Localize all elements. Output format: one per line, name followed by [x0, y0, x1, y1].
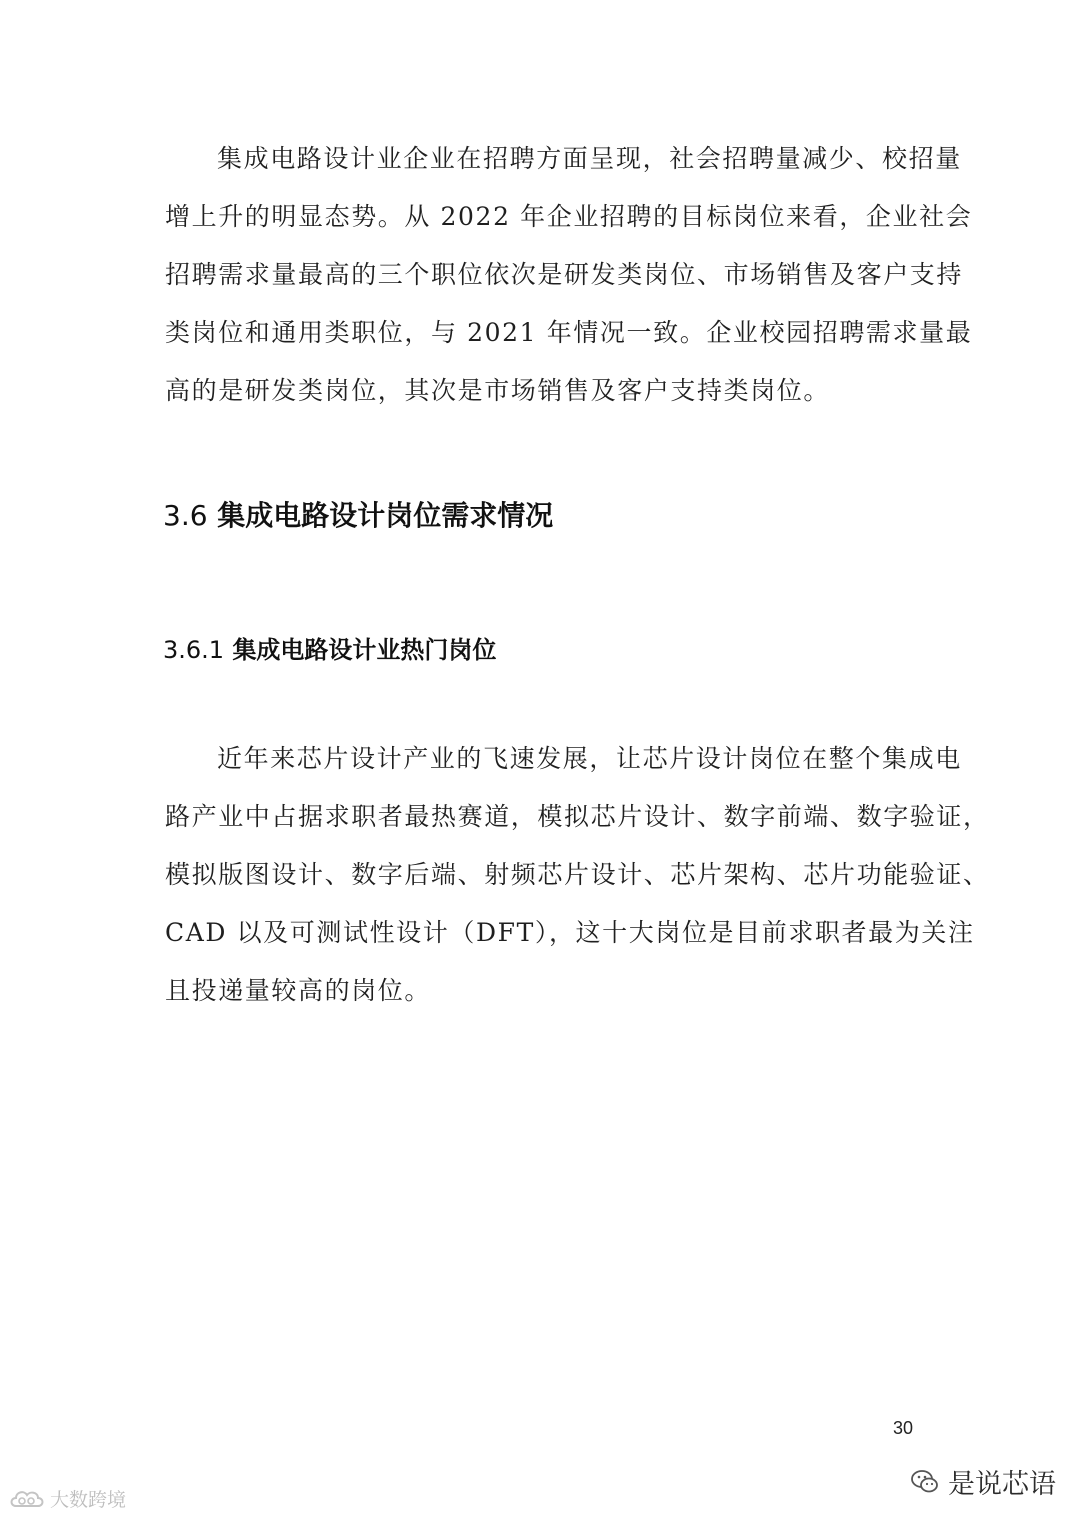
- paragraph-line: 招聘需求量最高的三个职位依次是研发类岗位、市场销售及客户支持: [165, 260, 964, 289]
- paragraph-line: 集成电路设计业企业在招聘方面呈现，社会招聘量减少、校招量: [217, 144, 962, 173]
- paragraph-line: 类岗位和通用类职位，与 2021 年情况一致。企业校园招聘需求量最: [165, 318, 973, 347]
- wechat-icon: [910, 1467, 940, 1497]
- watermark-left-text: 大数跨境: [50, 1489, 127, 1511]
- cloud-logo-icon: [8, 1486, 46, 1512]
- paragraph-line: 高的是研发类岗位，其次是市场销售及客户支持类岗位。: [165, 376, 831, 405]
- paragraph-line: 增上升的明显态势。从 2022 年企业招聘的目标岗位来看，企业社会: [165, 202, 973, 231]
- body-paragraph-1: [165, 130, 973, 420]
- watermark-right-text: 是说芯语: [948, 1469, 1056, 1500]
- paragraph-line: CAD 以及可测试性设计（DFT），这十大岗位是目前求职者最为关注: [165, 918, 975, 947]
- paragraph-line: 模拟版图设计、数字后端、射频芯片设计、芯片架构、芯片功能验证、: [165, 860, 990, 889]
- watermark-right: [910, 1462, 1056, 1501]
- subsection-number: 3.6.1: [163, 636, 225, 664]
- section-heading: [163, 494, 553, 534]
- watermark-left: [8, 1485, 126, 1512]
- section-number: 3.6: [163, 499, 208, 532]
- page-number: 30: [893, 1418, 914, 1438]
- section-title: 集成电路设计岗位需求情况: [217, 499, 554, 532]
- subsection-heading: [163, 630, 496, 665]
- paragraph-line: 路产业中占据求职者最热赛道，模拟芯片设计、数字前端、数字验证，: [165, 802, 990, 831]
- paragraph-line: 且投递量较高的岗位。: [165, 976, 432, 1005]
- subsection-title: 集成电路设计业热门岗位: [232, 636, 497, 664]
- body-paragraph-2: [165, 730, 990, 1020]
- paragraph-line: 近年来芯片设计产业的飞速发展，让芯片设计岗位在整个集成电: [217, 744, 962, 773]
